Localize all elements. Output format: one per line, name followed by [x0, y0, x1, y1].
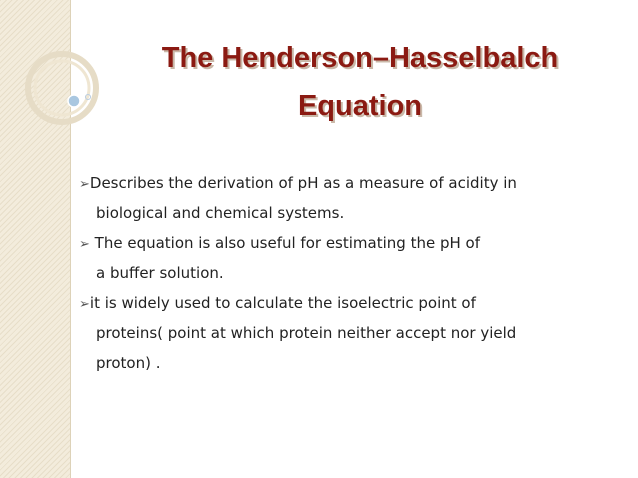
bullet-item — [79, 288, 634, 378]
bullet-item — [79, 168, 634, 228]
slide-body — [79, 168, 634, 378]
bullet-text: it is widely used to calculate the isoelectric point of — [89, 294, 476, 312]
bullet-text: biological and chemical systems. — [96, 204, 345, 222]
bullet-text: proton) . — [96, 354, 161, 372]
arrow-bullet-icon: ➢ — [79, 177, 90, 192]
title-line-2: Equation — [297, 90, 423, 122]
bullet-text: Describes the derivation of pH as a measure of acidity in — [89, 174, 517, 192]
bullet-item — [79, 228, 634, 288]
title-line-1: The Henderson–Hasselbalch — [161, 42, 559, 74]
bullet-text: The equation is also useful for estimating the pH of — [89, 234, 480, 252]
bullet-text: proteins( point at which protein neither accept nor yield — [96, 324, 517, 342]
slide-title — [100, 34, 620, 130]
arrow-bullet-icon: ➢ — [79, 297, 90, 312]
arrow-bullet-icon: ➢ — [79, 237, 90, 252]
bullet-text: a buffer solution. — [96, 264, 224, 282]
